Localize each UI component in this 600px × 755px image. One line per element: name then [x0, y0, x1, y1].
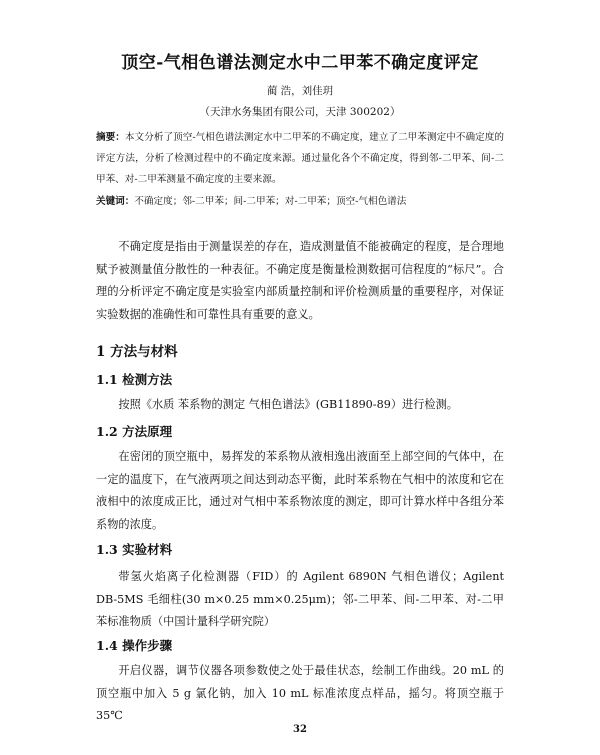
- section-1-3-text: 带氢火焰离子化检测器（FID）的 Agilent 6890N 气相色谱仪；Agilent DB-5MS 毛细柱(30 m×0.25 mm×0.25μm)；邻-二甲苯、间-二甲苯、对-二甲苯标准物质（中国计量科学研究院）: [96, 570, 504, 629]
- section-1-1-text: 按照《水质 苯系物的测定 气相色谱法》(GB11890-89）进行检测。: [118, 398, 458, 411]
- abstract-text: 本文分析了顶空-气相色谱法测定水中二甲苯的不确定度，建立了二甲苯测定中不确定度的评定方法，分析了检测过程中的不确定度来源。通过量化各个不确定度，得到邻-二甲苯、间-二甲苯、对-二甲苯测量不确定度的主要来源。: [96, 132, 505, 185]
- abstract: [96, 127, 504, 190]
- keywords-label: 关键词：: [96, 196, 135, 207]
- authors: 蔺 浩，刘佳玥: [266, 85, 334, 97]
- section-1-2-text: 在密闭的顶空瓶中，易挥发的苯系物从液相逸出液面至上部空间的气体中，在一定的温度下，在气液两项之间达到动态平衡，此时苯系物在气相中的浓度和它在液相中的浓度成正比，通过对气相中苯系物浓度的测定，即可计算水样中各组分苯系物的浓度。: [96, 450, 504, 531]
- section-1-4-heading: 1.4 操作步骤: [96, 638, 173, 653]
- intro-paragraph: 不确定度是指由于测量误差的存在，造成测量值不能被确定的程度，是合理地赋予被测量值分散性的一种表征。不确定度是衡量检测数据可信程度的“标尺”。合理的分析评定不确定度是实验室内部质量控制和评价检测质量的重要程序，对保证实验数据的准确性和可靠性具有重要的意义。: [96, 240, 504, 321]
- affiliation: （天津水务集团有限公司，天津 300202）: [199, 106, 401, 118]
- section-1-4-text: 开启仪器，调节仪器各项参数使之处于最佳状态，绘制工作曲线。20 mL 的顶空瓶中加入 5 g 氯化钠，加入 10 mL 标准浓度点样品，摇匀。将顶空瓶于 35℃: [96, 664, 504, 723]
- page-number: 32: [293, 724, 307, 735]
- page-title: 顶空-气相色谱法测定水中二甲苯不确定度评定: [121, 53, 479, 73]
- section-1-2-heading: 1.2 方法原理: [96, 424, 173, 439]
- abstract-label: 摘要：: [96, 132, 125, 143]
- section-1-heading: 1 方法与材料: [96, 344, 178, 360]
- section-1-1-heading: 1.1 检测方法: [96, 372, 173, 387]
- keywords-text: 不确定度；邻-二甲苯；间-二甲苯；对-二甲苯；顶空-气相色谱法: [134, 196, 407, 207]
- section-1-3-heading: 1.3 实验材料: [96, 542, 173, 557]
- keywords: [96, 193, 504, 211]
